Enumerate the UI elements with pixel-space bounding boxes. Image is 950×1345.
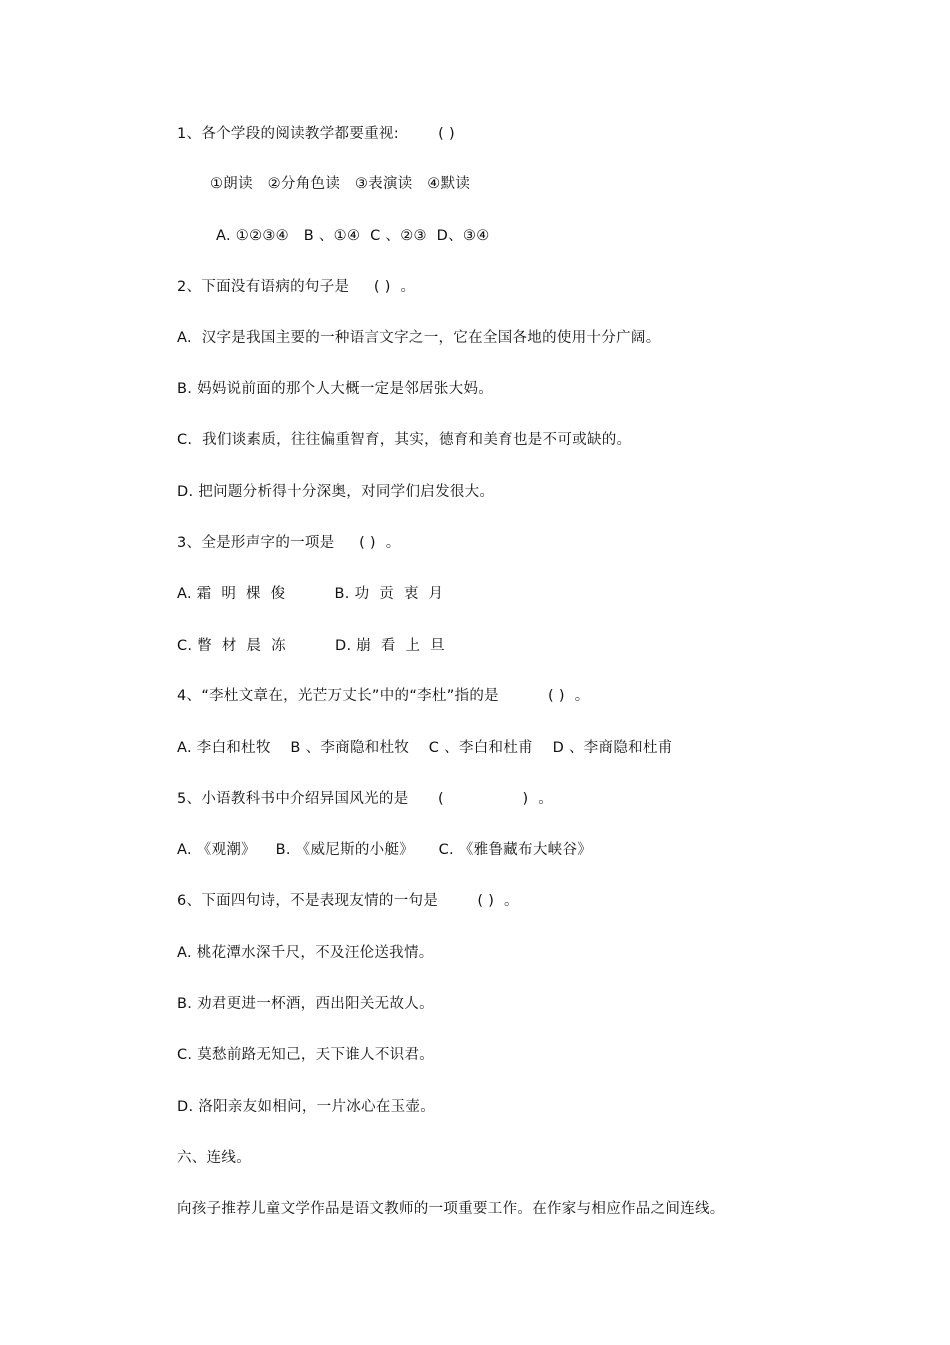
section-6-instruction: 向孩子推荐儿童文学作品是语文教师的一项重要工作。在作家与相应作品之间连线。: [177, 1201, 725, 1217]
question-3-options-ab: A. 霜 明 棵 俊 B. 功 贡 衷 月: [177, 586, 444, 602]
question-6-option-d: D. 洛阳亲友如相问，一片冰心在玉壶。: [177, 1099, 436, 1115]
question-3: 3、全是形声字的一项是 ( ) 。: [177, 535, 401, 551]
section-6-heading: 六、连线。: [177, 1150, 251, 1166]
question-4-options: A. 李白和杜牧 B 、李商隐和杜牧 C 、李白和杜甫 D 、李商隐和杜甫: [177, 740, 673, 756]
question-6-option-c: C. 莫愁前路无知己，天下谁人不识君。: [177, 1047, 435, 1063]
question-6-option-a: A. 桃花潭水深千尺，不及汪伦送我情。: [177, 945, 434, 961]
question-2-option-b: B. 妈妈说前面的那个人大概一定是邻居张大妈。: [177, 381, 494, 397]
question-2-option-c: C. 我们谈素质，往往偏重智育，其实，德育和美育也是不可或缺的。: [177, 432, 632, 448]
question-1-items: ①朗读 ②分角色读 ③表演读 ④默读: [210, 176, 471, 192]
question-6: 6、下面四句诗，不是表现友情的一句是 ( ) 。: [177, 893, 519, 909]
question-2-option-d: D. 把问题分析得十分深奥，对同学们启发很大。: [177, 484, 495, 500]
question-3-options-cd: C. 瞥 材 晨 冻 D. 崩 看 上 旦: [177, 638, 445, 654]
question-6-option-b: B. 劝君更进一杯酒，西出阳关无故人。: [177, 996, 434, 1012]
question-4: 4、“李杜文章在，光芒万丈长”中的“李杜”指的是 ( ) 。: [177, 688, 590, 704]
question-1: 1、各个学段的阅读教学都要重视: ( ): [177, 126, 456, 142]
question-5-options: A. 《观潮》 B. 《威尼斯的小艇》 C. 《雅鲁藏布大峡谷》: [177, 842, 593, 858]
question-2-option-a: A. 汉字是我国主要的一种语言文字之一，它在全国各地的使用十分广阔。: [177, 330, 661, 346]
question-2: 2、下面没有语病的句子是 ( ) 。: [177, 279, 416, 295]
question-1-options: A. ①②③④ B 、①④ C 、②③ D、③④: [216, 228, 490, 244]
question-5: 5、小语教科书中介绍异国风光的是 ( ) 。: [177, 791, 554, 807]
